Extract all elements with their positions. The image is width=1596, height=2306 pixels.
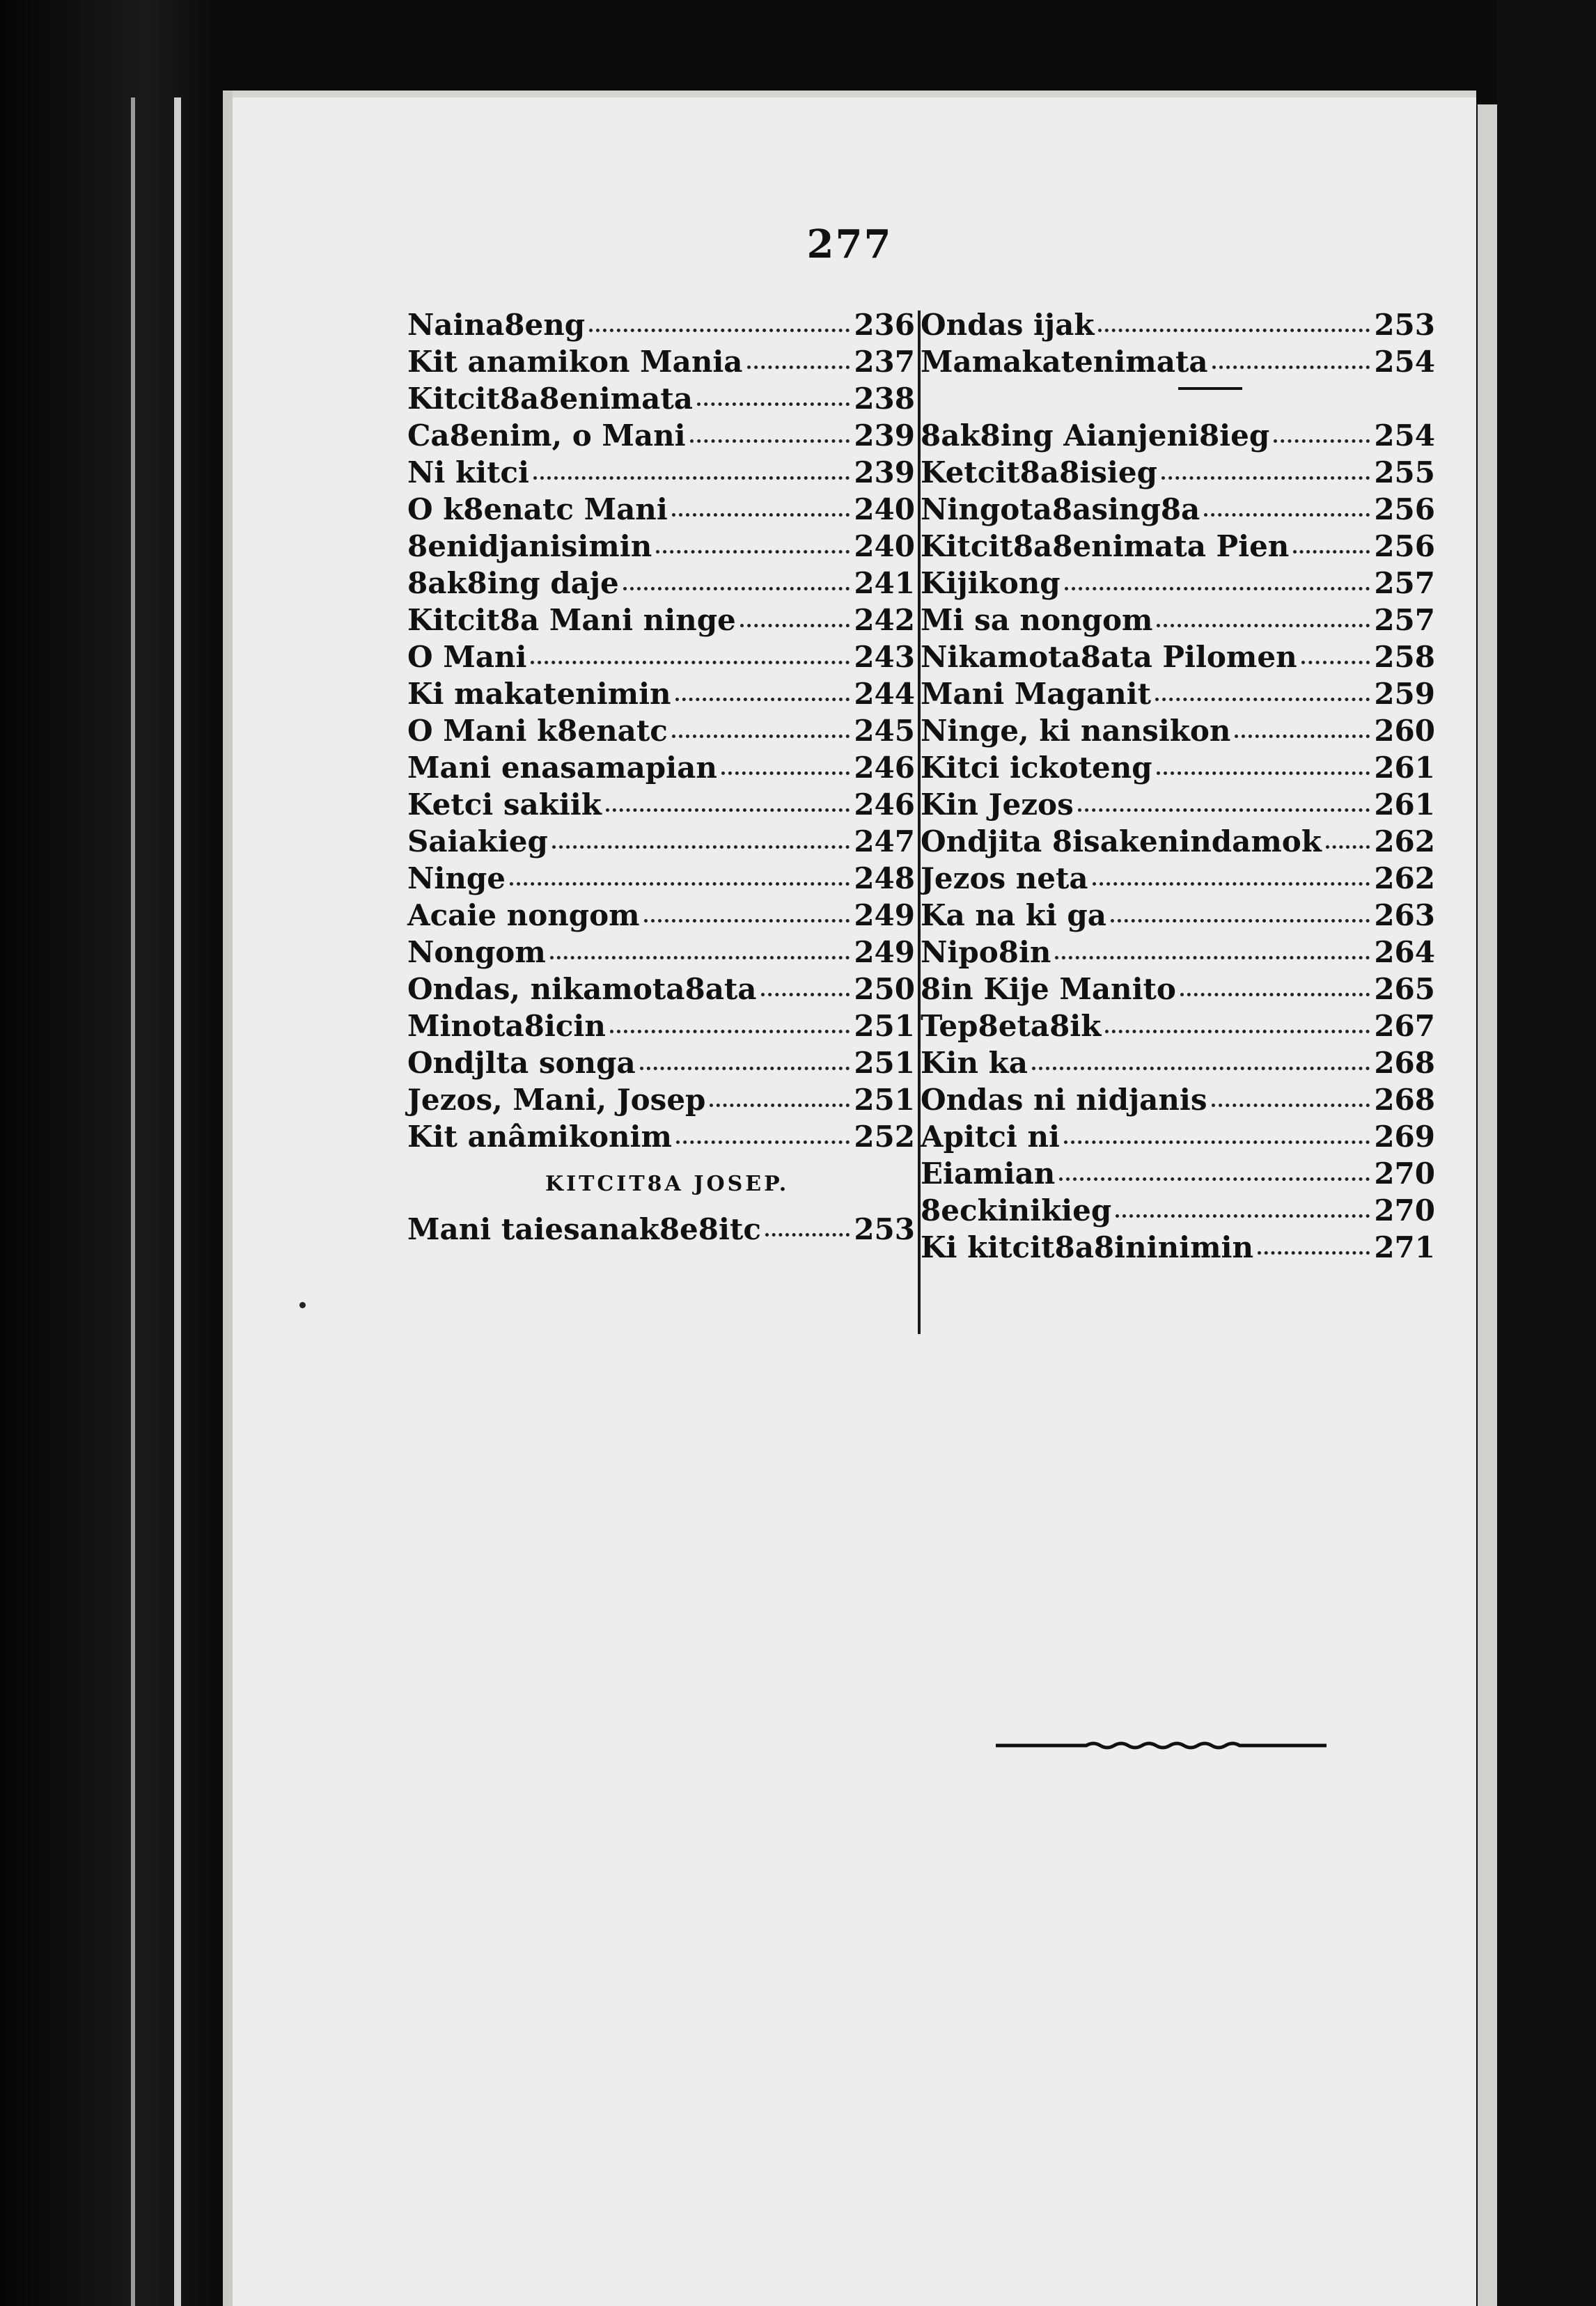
toc-entry-title: Ca8enim, o Mani — [407, 418, 686, 453]
book-page — [223, 91, 1476, 2306]
toc-entry-title: O Mani — [407, 640, 527, 674]
toc-entry-title: Ki makatenimin — [407, 677, 671, 711]
book-binding — [0, 0, 209, 2306]
toc-entry-title: Kitci ickoteng — [921, 751, 1152, 785]
toc-entry-page: 254 — [1374, 345, 1435, 379]
toc-entry — [406, 491, 918, 528]
dot-leader — [552, 836, 850, 849]
toc-entry — [919, 860, 1438, 897]
dot-leader — [710, 1094, 850, 1107]
toc-entry-page: 240 — [854, 492, 915, 526]
toc-entry-page: 249 — [854, 935, 915, 969]
toc-entry-page: 241 — [854, 566, 915, 600]
toc-entry-page: 240 — [854, 529, 915, 563]
toc-entry — [406, 675, 918, 712]
toc-entry-page: 257 — [1374, 566, 1435, 600]
toc-entry-title: Mani enasamapian — [407, 751, 717, 785]
binding-edge-line — [174, 97, 181, 2306]
toc-entry-page: 268 — [1374, 1046, 1435, 1080]
dot-leader — [675, 688, 850, 701]
toc-entry-page: 251 — [854, 1046, 915, 1080]
dot-leader — [589, 319, 850, 332]
toc-entry — [919, 343, 1438, 380]
dot-leader — [1055, 946, 1370, 959]
dot-leader — [1064, 1131, 1370, 1144]
toc-entry-title: Kitcit8a8enimata — [407, 382, 693, 416]
toc-entry — [919, 749, 1438, 786]
toc-entry-page: 270 — [1374, 1193, 1435, 1227]
ornamental-rule — [996, 1741, 1327, 1750]
dot-leader — [610, 1020, 850, 1033]
dot-leader — [644, 909, 850, 923]
toc-entry-page: 247 — [854, 824, 915, 858]
toc-entry — [919, 565, 1438, 602]
dot-leader — [1204, 503, 1370, 517]
toc-entry-title: Mani Maganit — [921, 677, 1151, 711]
dot-leader — [606, 799, 850, 812]
toc-entry-page: 270 — [1374, 1156, 1435, 1191]
dot-leader — [531, 651, 850, 664]
toc-entry-title: Ka na ki ga — [921, 898, 1106, 932]
dot-leader — [676, 1131, 850, 1144]
toc-entry-title: Ondas ni nidjanis — [921, 1083, 1207, 1117]
toc-entry-page: 269 — [1374, 1120, 1435, 1154]
dot-leader — [1301, 651, 1370, 664]
dot-leader — [1293, 540, 1370, 554]
toc-entry — [406, 1081, 918, 1118]
toc-entry-page: 265 — [1374, 972, 1435, 1006]
toc-entry — [919, 712, 1438, 749]
toc-entry-title: Mamakatenimata — [921, 345, 1208, 379]
toc-entry — [406, 1211, 918, 1248]
toc-entry — [919, 897, 1438, 934]
toc-entry-title: Nongom — [407, 935, 546, 969]
dot-leader — [1111, 909, 1370, 923]
toc-entry-page: 262 — [1374, 861, 1435, 895]
toc-entry-page: 242 — [854, 603, 915, 637]
toc-entry — [406, 528, 918, 565]
toc-entry-title: Kitcit8a8enimata Pien — [921, 529, 1290, 563]
dot-leader — [1212, 1094, 1370, 1107]
toc-entry-page: 251 — [854, 1009, 915, 1043]
toc-entry — [406, 823, 918, 860]
toc-entry — [919, 1229, 1438, 1266]
toc-entry-page: 264 — [1374, 935, 1435, 969]
section-separator — [919, 380, 1438, 417]
toc-entry-title: Kijikong — [921, 566, 1061, 600]
dot-leader — [640, 1057, 850, 1070]
toc-entry — [919, 786, 1438, 823]
toc-entry-title: Minota8icin — [407, 1009, 606, 1043]
dot-leader — [656, 540, 850, 554]
toc-entry-title: O k8enatc Mani — [407, 492, 668, 526]
toc-entry — [406, 306, 918, 343]
toc-entry-page: 250 — [854, 972, 915, 1006]
toc-entry — [406, 934, 918, 971]
toc-entry-title: Kitcit8a Mani ninge — [407, 603, 736, 637]
toc-entry-title: Ondjita 8isakenindamok — [921, 824, 1322, 858]
dot-leader — [1161, 466, 1370, 480]
page-number: 277 — [806, 221, 893, 267]
toc-entry-page: 239 — [854, 455, 915, 489]
toc-entry-page: 255 — [1374, 455, 1435, 489]
toc-entry-page: 262 — [1374, 824, 1435, 858]
toc-entry-page: 246 — [854, 787, 915, 822]
toc-entry-page: 244 — [854, 677, 915, 711]
next-page-edge — [1478, 104, 1497, 2306]
dot-leader — [1326, 836, 1370, 849]
toc-entry-title: Ondas, nikamota8ata — [407, 972, 757, 1006]
toc-entry-page: 256 — [1374, 492, 1435, 526]
dot-leader — [550, 946, 850, 959]
dot-leader — [690, 430, 850, 443]
toc-entry — [406, 712, 918, 749]
toc-entry — [406, 343, 918, 380]
toc-entry-page: 237 — [854, 345, 915, 379]
toc-entry — [406, 638, 918, 675]
toc-entry-page: 263 — [1374, 898, 1435, 932]
toc-entry-title: Kit anâmikonim — [407, 1120, 672, 1154]
print-speck — [299, 1302, 306, 1308]
dot-leader — [672, 503, 850, 517]
binding-edge-line — [131, 97, 135, 2306]
toc-entry — [919, 306, 1438, 343]
toc-entry-page: 254 — [1374, 418, 1435, 453]
dot-leader — [1116, 1205, 1370, 1218]
toc-entry — [406, 454, 918, 491]
toc-entry-title: Ketci sakiik — [407, 787, 602, 822]
toc-right-column — [919, 306, 1438, 1266]
dot-leader — [623, 577, 850, 590]
toc-entry-title: Ningota8asing8a — [921, 492, 1200, 526]
toc-entry-title: Apitci ni — [921, 1120, 1060, 1154]
toc-entry — [919, 1192, 1438, 1229]
toc-entry-title: Jezos, Mani, Josep — [407, 1083, 706, 1117]
toc-entry — [919, 1044, 1438, 1081]
toc-entry — [406, 1044, 918, 1081]
toc-entry-title: Mi sa nongom — [921, 603, 1153, 637]
dot-leader — [1105, 1020, 1370, 1033]
toc-entry-page: 245 — [854, 714, 915, 748]
toc-entry-page: 261 — [1374, 787, 1435, 822]
dot-leader — [761, 983, 850, 996]
toc-entry-title: 8ak8ing Aianjeni8ieg — [921, 418, 1270, 453]
toc-entry — [406, 897, 918, 934]
toc-entry-title: Eiamian — [921, 1156, 1056, 1191]
toc-entry — [406, 860, 918, 897]
toc-entry-title: Ni kitci — [407, 455, 529, 489]
toc-entry — [406, 417, 918, 454]
section-heading: KITCIT8A JOSEP. — [545, 1172, 790, 1196]
toc-entry-page: 257 — [1374, 603, 1435, 637]
dot-leader — [747, 356, 850, 369]
toc-entry — [919, 1155, 1438, 1192]
background-right — [1497, 0, 1596, 2306]
toc-entry — [406, 1007, 918, 1044]
toc-entry-title: Kin ka — [921, 1046, 1028, 1080]
dot-leader — [1098, 319, 1370, 332]
toc-entry-title: O Mani k8enatc — [407, 714, 668, 748]
toc-entry-page: 258 — [1374, 640, 1435, 674]
toc-entry-page: 243 — [854, 640, 915, 674]
dot-leader — [765, 1223, 850, 1237]
toc-entry — [919, 1081, 1438, 1118]
toc-entry — [919, 454, 1438, 491]
toc-entry-page: 249 — [854, 898, 915, 932]
toc-entry-page: 248 — [854, 861, 915, 895]
dot-leader — [1212, 356, 1370, 369]
toc-entry — [919, 417, 1438, 454]
dot-leader — [510, 872, 850, 886]
toc-entry-page: 253 — [1374, 308, 1435, 342]
toc-entry-page: 260 — [1374, 714, 1435, 748]
toc-entry — [406, 749, 918, 786]
toc-entry — [919, 638, 1438, 675]
toc-entry-title: Nikamota8ata Pilomen — [921, 640, 1297, 674]
toc-entry-page: 256 — [1374, 529, 1435, 563]
toc-entry-page: 252 — [854, 1120, 915, 1154]
dot-leader — [1065, 577, 1370, 590]
toc-entry-page: 253 — [854, 1212, 915, 1246]
dot-leader — [1157, 614, 1370, 627]
dot-leader — [1032, 1057, 1370, 1070]
dot-leader — [1258, 1241, 1370, 1255]
toc-entry — [919, 1007, 1438, 1044]
toc-entry-page: 268 — [1374, 1083, 1435, 1117]
short-rule — [1178, 387, 1242, 390]
toc-entry-title: Ninge, ki nansikon — [921, 714, 1231, 748]
toc-entry-title: 8enidjanisimin — [407, 529, 652, 563]
toc-entry — [406, 602, 918, 638]
toc-entry-page: 261 — [1374, 751, 1435, 785]
toc-entry-title: Naina8eng — [407, 308, 586, 342]
toc-entry-page: 239 — [854, 418, 915, 453]
dot-leader — [740, 614, 850, 627]
toc-entry — [406, 380, 918, 417]
toc-entry — [406, 971, 918, 1007]
toc-entry-page: 238 — [854, 382, 915, 416]
toc-entry-title: 8in Kije Manito — [921, 972, 1176, 1006]
toc-entry-page: 267 — [1374, 1009, 1435, 1043]
toc-entry — [919, 823, 1438, 860]
toc-entry — [919, 602, 1438, 638]
toc-entry-title: Ondjlta songa — [407, 1046, 636, 1080]
toc-entry-title: Nipo8in — [921, 935, 1051, 969]
toc-entry — [919, 1118, 1438, 1155]
dot-leader — [1093, 872, 1370, 886]
dot-leader — [1235, 725, 1370, 738]
dot-leader — [672, 725, 850, 738]
toc-entry-page: 251 — [854, 1083, 915, 1117]
dot-leader — [1155, 688, 1370, 701]
toc-entry — [919, 528, 1438, 565]
toc-entry-title: 8eckinikieg — [921, 1193, 1112, 1227]
dot-leader — [1078, 799, 1370, 812]
toc-entry-page: 246 — [854, 751, 915, 785]
toc-entry-page: 271 — [1374, 1230, 1435, 1264]
toc-entry-title: Kit anamikon Mania — [407, 345, 743, 379]
toc-entry-title: Saiakieg — [407, 824, 548, 858]
toc-entry-title: Acaie nongom — [407, 898, 640, 932]
toc-entry — [919, 491, 1438, 528]
dot-leader — [1157, 762, 1370, 775]
toc-entry-title: Ki kitcit8a8ininimin — [921, 1230, 1253, 1264]
toc-entry — [919, 934, 1438, 971]
toc-entry — [406, 786, 918, 823]
toc-entry — [406, 1118, 918, 1155]
toc-entry-title: Kin Jezos — [921, 787, 1074, 822]
toc-entry-title: Mani taiesanak8e8itc — [407, 1212, 761, 1246]
dot-leader — [697, 393, 850, 406]
toc-entry-page: 236 — [854, 308, 915, 342]
toc-entry — [406, 565, 918, 602]
toc-entry-title: Ondas ijak — [921, 308, 1095, 342]
toc-entry-title: Ninge — [407, 861, 506, 895]
toc-entry — [919, 971, 1438, 1007]
dot-leader — [1059, 1168, 1370, 1181]
dot-leader — [1180, 983, 1370, 996]
toc-entry — [919, 675, 1438, 712]
dot-leader — [1274, 430, 1370, 443]
dot-leader — [721, 762, 850, 775]
toc-entry-title: Tep8eta8ik — [921, 1009, 1102, 1043]
dot-leader — [533, 466, 850, 480]
toc-entry-title: 8ak8ing daje — [407, 566, 619, 600]
toc-entry-title: Jezos neta — [921, 861, 1088, 895]
toc-entry-title: Ketcit8a8isieg — [921, 455, 1157, 489]
toc-entry-page: 259 — [1374, 677, 1435, 711]
